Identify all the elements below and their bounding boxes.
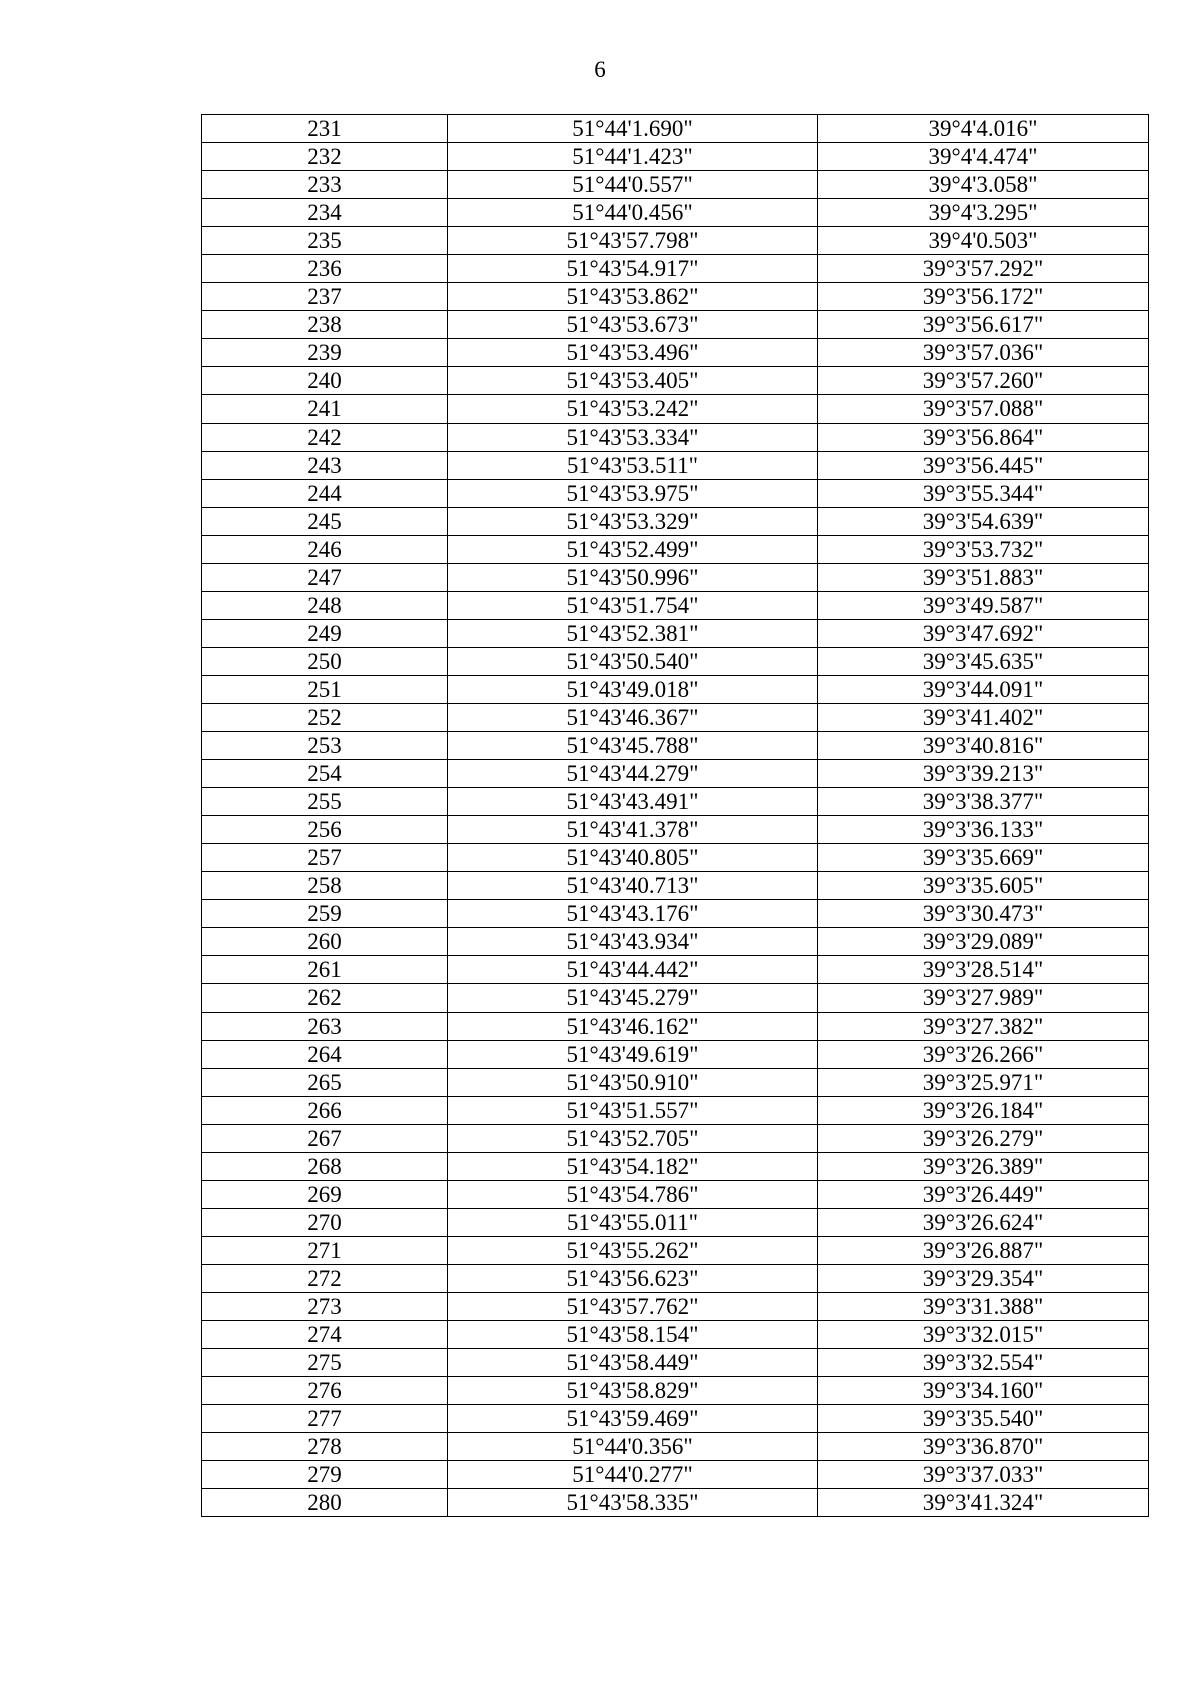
latitude-cell: 51°44'0.356" [448,1433,818,1461]
table-row [202,591,1149,619]
longitude-cell: 39°3'32.554" [818,1349,1149,1377]
coordinates-table-body [202,115,1149,1517]
table-row [202,1349,1149,1377]
point-number-cell: 246 [202,535,448,563]
latitude-cell: 51°43'57.762" [448,1292,818,1320]
latitude-cell: 51°43'57.798" [448,227,818,255]
latitude-cell: 51°43'53.511" [448,451,818,479]
table-row [202,703,1149,731]
table-row [202,956,1149,984]
latitude-cell: 51°44'1.423" [448,143,818,171]
latitude-cell: 51°43'53.334" [448,423,818,451]
longitude-cell: 39°3'28.514" [818,956,1149,984]
table-row [202,395,1149,423]
latitude-cell: 51°43'52.381" [448,619,818,647]
latitude-cell: 51°43'43.176" [448,900,818,928]
page-number: 6 [594,57,606,82]
longitude-cell: 39°3'56.864" [818,423,1149,451]
longitude-cell: 39°3'47.692" [818,619,1149,647]
point-number-cell: 251 [202,675,448,703]
point-number-cell: 280 [202,1489,448,1517]
table-row [202,1040,1149,1068]
latitude-cell: 51°43'41.378" [448,816,818,844]
point-number-cell: 234 [202,199,448,227]
latitude-cell: 51°43'54.182" [448,1152,818,1180]
point-number-cell: 237 [202,283,448,311]
point-number-cell: 249 [202,619,448,647]
table-row [202,1180,1149,1208]
latitude-cell: 51°43'58.154" [448,1321,818,1349]
longitude-cell: 39°3'39.213" [818,760,1149,788]
longitude-cell: 39°3'45.635" [818,647,1149,675]
table-row [202,872,1149,900]
longitude-cell: 39°4'4.016" [818,115,1149,143]
point-number-cell: 272 [202,1264,448,1292]
latitude-cell: 51°43'44.279" [448,760,818,788]
longitude-cell: 39°3'26.624" [818,1208,1149,1236]
longitude-cell: 39°3'35.669" [818,844,1149,872]
latitude-cell: 51°43'54.917" [448,255,818,283]
point-number-cell: 271 [202,1236,448,1264]
longitude-cell: 39°3'26.449" [818,1180,1149,1208]
longitude-cell: 39°3'26.266" [818,1040,1149,1068]
latitude-cell: 51°43'45.788" [448,732,818,760]
table-row [202,563,1149,591]
latitude-cell: 51°43'51.754" [448,591,818,619]
point-number-cell: 235 [202,227,448,255]
point-number-cell: 232 [202,143,448,171]
table-row [202,900,1149,928]
point-number-cell: 254 [202,760,448,788]
longitude-cell: 39°4'3.058" [818,171,1149,199]
table-row [202,1377,1149,1405]
table-row [202,1012,1149,1040]
table-row [202,1321,1149,1349]
longitude-cell: 39°3'26.279" [818,1124,1149,1152]
table-row [202,311,1149,339]
point-number-cell: 244 [202,479,448,507]
longitude-cell: 39°3'41.402" [818,703,1149,731]
table-row [202,732,1149,760]
latitude-cell: 51°43'56.623" [448,1264,818,1292]
table-row [202,619,1149,647]
table-row [202,1124,1149,1152]
longitude-cell: 39°3'31.388" [818,1292,1149,1320]
longitude-cell: 39°3'26.389" [818,1152,1149,1180]
point-number-cell: 273 [202,1292,448,1320]
longitude-cell: 39°3'32.015" [818,1321,1149,1349]
longitude-cell: 39°3'25.971" [818,1068,1149,1096]
latitude-cell: 51°43'43.934" [448,928,818,956]
point-number-cell: 240 [202,367,448,395]
latitude-cell: 51°44'0.277" [448,1461,818,1489]
latitude-cell: 51°43'54.786" [448,1180,818,1208]
latitude-cell: 51°43'46.162" [448,1012,818,1040]
longitude-cell: 39°3'34.160" [818,1377,1149,1405]
longitude-cell: 39°3'38.377" [818,788,1149,816]
point-number-cell: 256 [202,816,448,844]
table-row [202,451,1149,479]
point-number-cell: 255 [202,788,448,816]
longitude-cell: 39°3'53.732" [818,535,1149,563]
longitude-cell: 39°3'56.445" [818,451,1149,479]
longitude-cell: 39°3'56.617" [818,311,1149,339]
longitude-cell: 39°3'54.639" [818,507,1149,535]
latitude-cell: 51°44'0.456" [448,199,818,227]
longitude-cell: 39°3'51.883" [818,563,1149,591]
table-row [202,227,1149,255]
point-number-cell: 278 [202,1433,448,1461]
coordinates-table [201,114,1149,1517]
longitude-cell: 39°3'56.172" [818,283,1149,311]
longitude-cell: 39°3'26.184" [818,1096,1149,1124]
latitude-cell: 51°43'58.829" [448,1377,818,1405]
point-number-cell: 267 [202,1124,448,1152]
table-row [202,255,1149,283]
point-number-cell: 239 [202,339,448,367]
point-number-cell: 245 [202,507,448,535]
table-row [202,1489,1149,1517]
latitude-cell: 51°43'53.673" [448,311,818,339]
longitude-cell: 39°3'35.540" [818,1405,1149,1433]
point-number-cell: 262 [202,984,448,1012]
table-row [202,535,1149,563]
table-row [202,339,1149,367]
longitude-cell: 39°4'4.474" [818,143,1149,171]
point-number-cell: 260 [202,928,448,956]
longitude-cell: 39°3'57.260" [818,367,1149,395]
table-row [202,816,1149,844]
latitude-cell: 51°43'53.975" [448,479,818,507]
latitude-cell: 51°43'50.540" [448,647,818,675]
point-number-cell: 266 [202,1096,448,1124]
latitude-cell: 51°44'0.557" [448,171,818,199]
longitude-cell: 39°3'27.989" [818,984,1149,1012]
point-number-cell: 238 [202,311,448,339]
point-number-cell: 233 [202,171,448,199]
table-row [202,928,1149,956]
latitude-cell: 51°43'53.496" [448,339,818,367]
point-number-cell: 277 [202,1405,448,1433]
table-row [202,788,1149,816]
point-number-cell: 250 [202,647,448,675]
point-number-cell: 276 [202,1377,448,1405]
point-number-cell: 263 [202,1012,448,1040]
latitude-cell: 51°43'46.367" [448,703,818,731]
longitude-cell: 39°3'30.473" [818,900,1149,928]
latitude-cell: 51°43'50.910" [448,1068,818,1096]
longitude-cell: 39°3'55.344" [818,479,1149,507]
point-number-cell: 243 [202,451,448,479]
longitude-cell: 39°3'40.816" [818,732,1149,760]
table-row [202,283,1149,311]
table-row [202,760,1149,788]
point-number-cell: 261 [202,956,448,984]
point-number-cell: 242 [202,423,448,451]
table-row [202,984,1149,1012]
point-number-cell: 265 [202,1068,448,1096]
latitude-cell: 51°43'45.279" [448,984,818,1012]
longitude-cell: 39°3'57.292" [818,255,1149,283]
point-number-cell: 269 [202,1180,448,1208]
longitude-cell: 39°4'0.503" [818,227,1149,255]
point-number-cell: 252 [202,703,448,731]
table-row [202,507,1149,535]
point-number-cell: 247 [202,563,448,591]
latitude-cell: 51°43'40.713" [448,872,818,900]
table-row [202,143,1149,171]
table-row [202,1433,1149,1461]
point-number-cell: 275 [202,1349,448,1377]
point-number-cell: 274 [202,1321,448,1349]
table-row [202,171,1149,199]
latitude-cell: 51°44'1.690" [448,115,818,143]
point-number-cell: 259 [202,900,448,928]
table-row [202,115,1149,143]
point-number-cell: 241 [202,395,448,423]
longitude-cell: 39°3'35.605" [818,872,1149,900]
point-number-cell: 264 [202,1040,448,1068]
latitude-cell: 51°43'53.405" [448,367,818,395]
latitude-cell: 51°43'58.449" [448,1349,818,1377]
point-number-cell: 248 [202,591,448,619]
table-row [202,675,1149,703]
latitude-cell: 51°43'40.805" [448,844,818,872]
point-number-cell: 236 [202,255,448,283]
latitude-cell: 51°43'51.557" [448,1096,818,1124]
latitude-cell: 51°43'49.619" [448,1040,818,1068]
table-row [202,1292,1149,1320]
latitude-cell: 51°43'55.262" [448,1236,818,1264]
point-number-cell: 279 [202,1461,448,1489]
latitude-cell: 51°43'50.996" [448,563,818,591]
table-row [202,1208,1149,1236]
table-row [202,1461,1149,1489]
point-number-cell: 253 [202,732,448,760]
table-row [202,367,1149,395]
latitude-cell: 51°43'52.499" [448,535,818,563]
longitude-cell: 39°4'3.295" [818,199,1149,227]
table-row [202,1096,1149,1124]
longitude-cell: 39°3'37.033" [818,1461,1149,1489]
latitude-cell: 51°43'59.469" [448,1405,818,1433]
latitude-cell: 51°43'49.018" [448,675,818,703]
table-row [202,1152,1149,1180]
latitude-cell: 51°43'43.491" [448,788,818,816]
point-number-cell: 258 [202,872,448,900]
longitude-cell: 39°3'57.088" [818,395,1149,423]
longitude-cell: 39°3'36.870" [818,1433,1149,1461]
table-row [202,199,1149,227]
table-row [202,1068,1149,1096]
latitude-cell: 51°43'44.442" [448,956,818,984]
longitude-cell: 39°3'41.324" [818,1489,1149,1517]
table-row [202,1236,1149,1264]
table-row [202,479,1149,507]
table-row [202,647,1149,675]
point-number-cell: 231 [202,115,448,143]
longitude-cell: 39°3'27.382" [818,1012,1149,1040]
latitude-cell: 51°43'52.705" [448,1124,818,1152]
longitude-cell: 39°3'36.133" [818,816,1149,844]
table-row [202,844,1149,872]
longitude-cell: 39°3'29.354" [818,1264,1149,1292]
longitude-cell: 39°3'49.587" [818,591,1149,619]
longitude-cell: 39°3'57.036" [818,339,1149,367]
longitude-cell: 39°3'44.091" [818,675,1149,703]
table-row [202,423,1149,451]
point-number-cell: 270 [202,1208,448,1236]
latitude-cell: 51°43'53.242" [448,395,818,423]
latitude-cell: 51°43'55.011" [448,1208,818,1236]
latitude-cell: 51°43'53.329" [448,507,818,535]
longitude-cell: 39°3'26.887" [818,1236,1149,1264]
table-row [202,1264,1149,1292]
longitude-cell: 39°3'29.089" [818,928,1149,956]
table-row [202,1405,1149,1433]
latitude-cell: 51°43'53.862" [448,283,818,311]
latitude-cell: 51°43'58.335" [448,1489,818,1517]
point-number-cell: 257 [202,844,448,872]
point-number-cell: 268 [202,1152,448,1180]
